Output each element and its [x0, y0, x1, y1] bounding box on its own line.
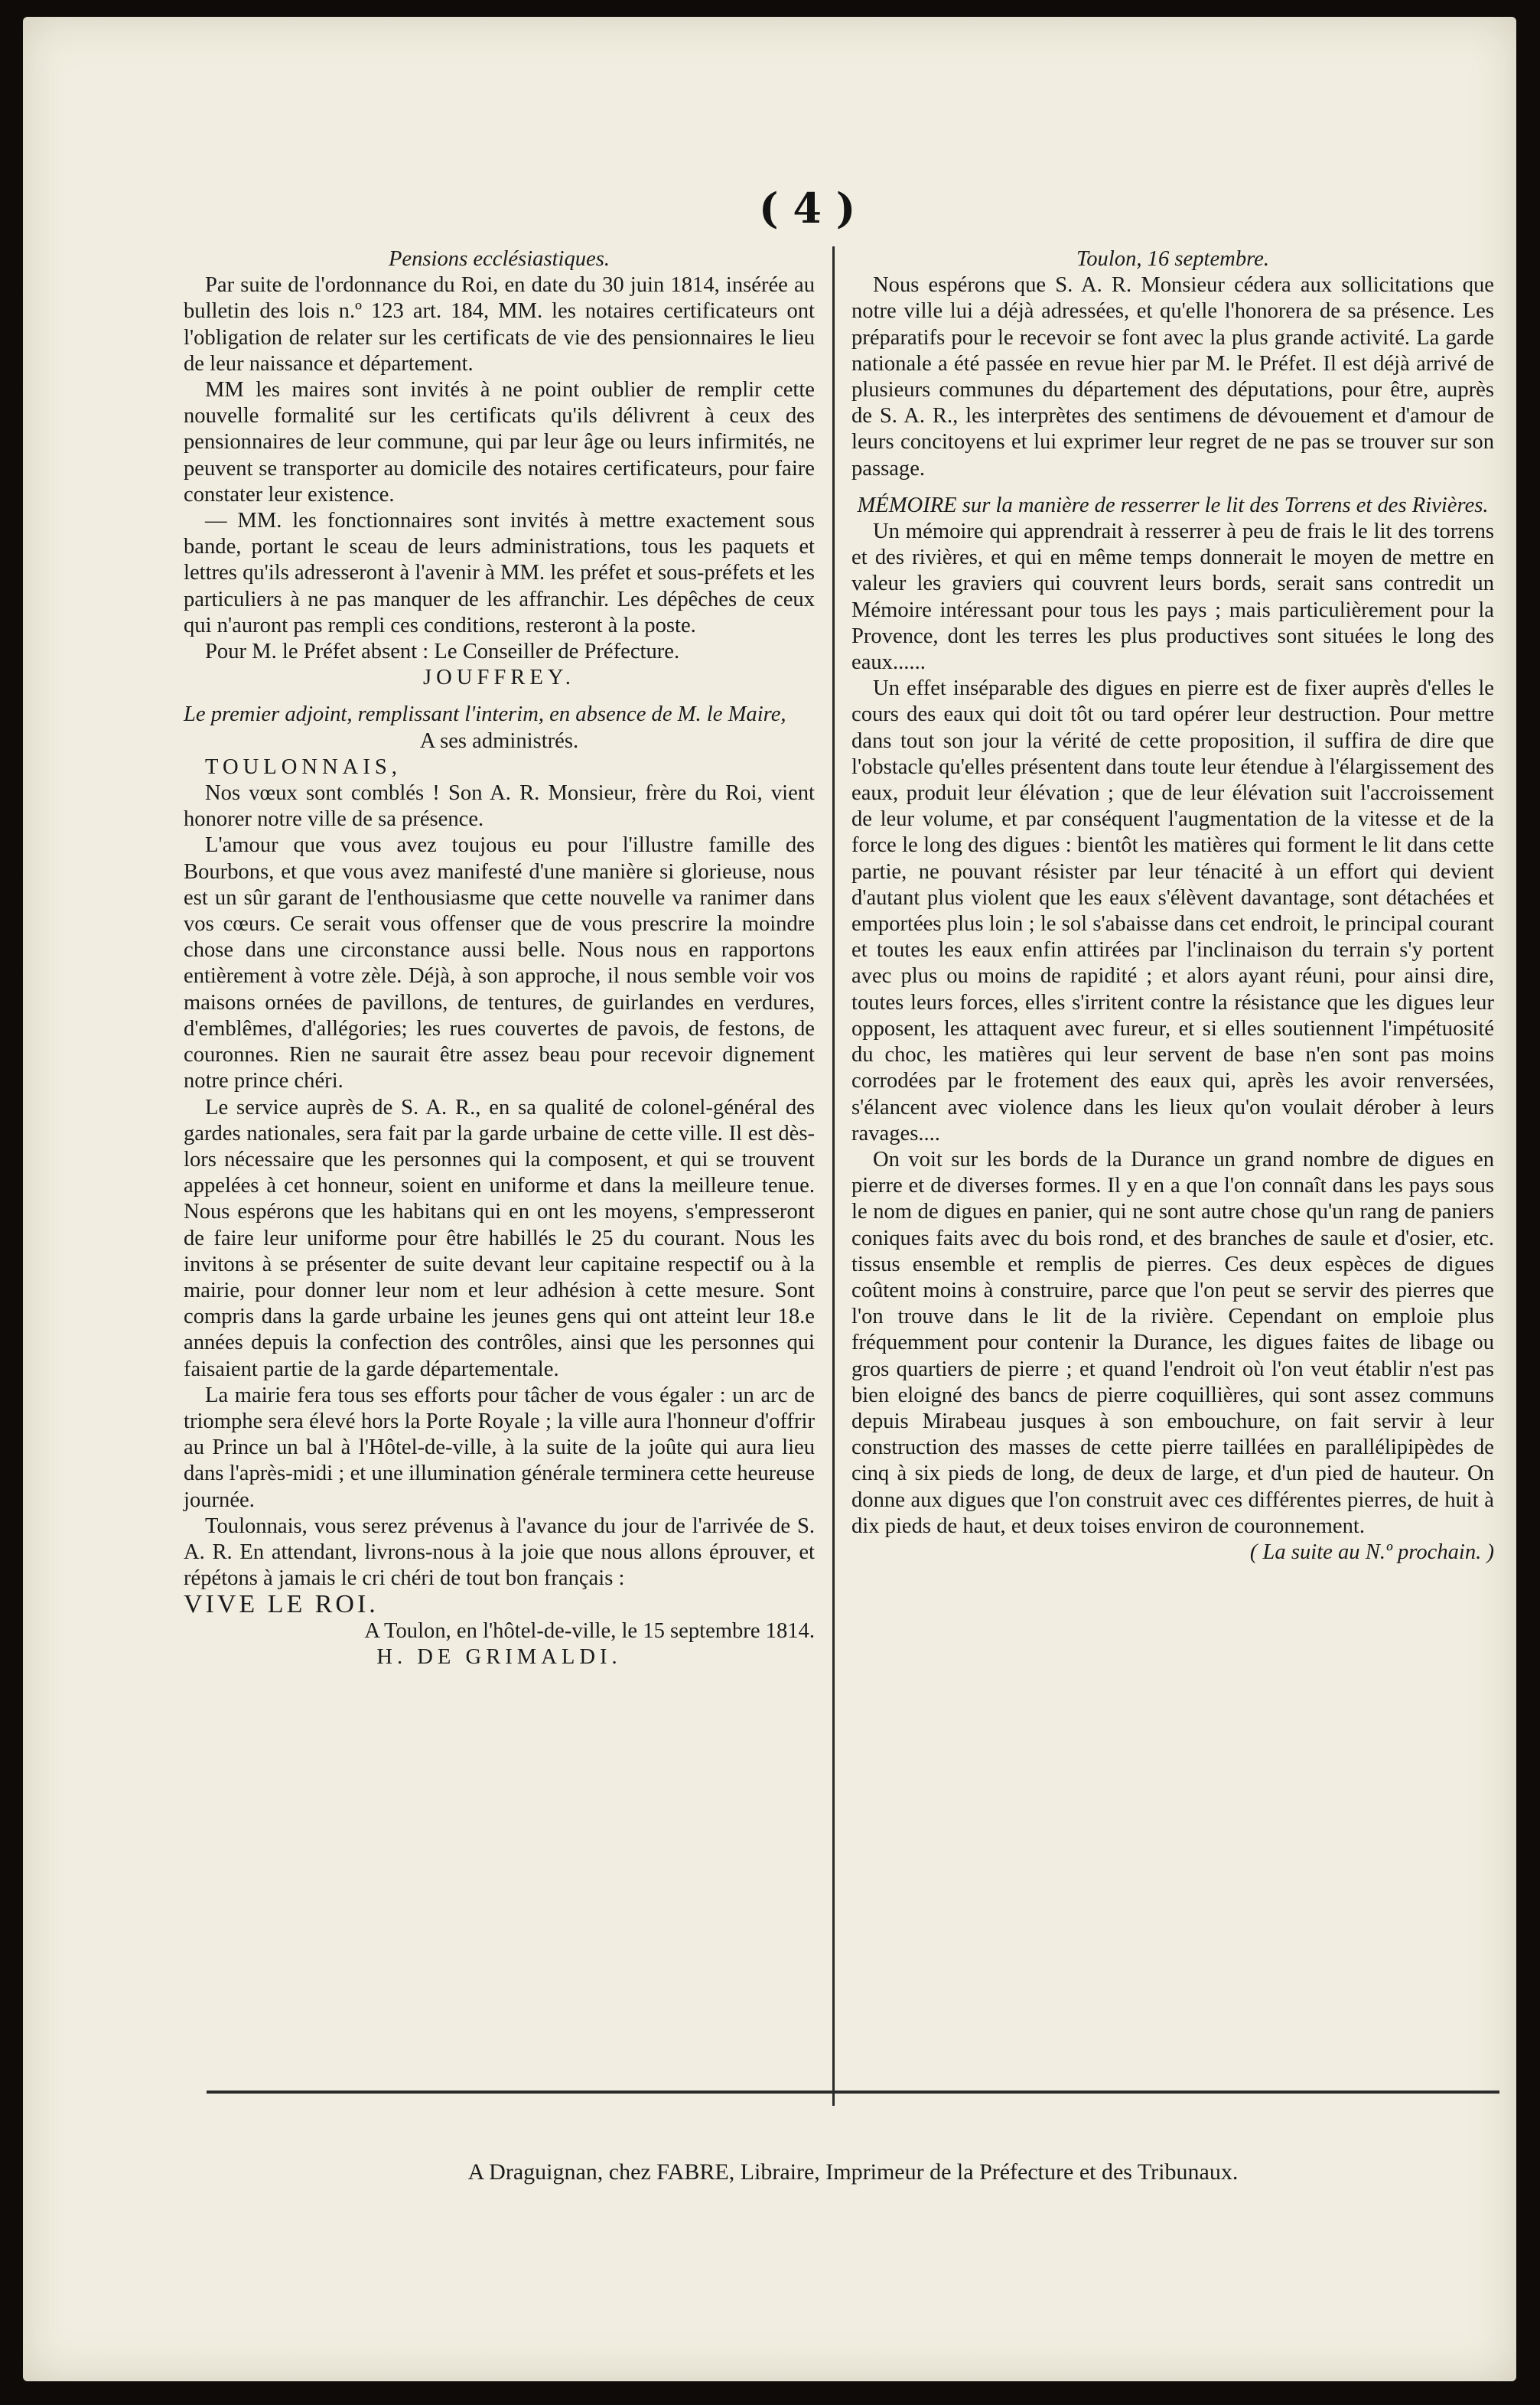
paragraph: Toulonnais, vous serez prévenus à l'avance du jour de l'arrivée de S. A. R. En attendant, livrons-nous à la joie que nous allons éprouver, et répétons à jamais le cri chéri de tout bon français : — [184, 1514, 815, 1591]
addressed-line: A ses administrés. — [419, 728, 579, 753]
paragraph: L'amour que vous avez toujous eu pour l'illustre famille des Bourbons, et que vous avez manifesté d'une manière si glorieuse, nous est un sûr garant de l'enthousiasme que cette nouvelle va ranimer dans vos cœurs. Ce serait vous offenser que de vous prescrire la moindre chose dans une circonstance aussi belle. Nous nous en rapportons entièrement à votre zèle. Déjà, à son approche, il nous semble voir vos maisons ornées de pavillons, de tentures, de guirlandes en verdures, d'emblêmes, d'allégories; les rues couvertes de pavois, de festons, de couronnes. Rien ne saurait être assez beau pour recevoir dignement notre prince chéri. — [184, 833, 815, 1093]
salutation: TOULONNAIS, — [205, 754, 402, 779]
section-title-adjoint: Le premier adjoint, remplissant l'interim, en absence de M. le Maire, — [184, 702, 786, 727]
paragraph: Un effet inséparable des digues en pierre est de fixer auprès d'elles le cours des eaux qui doit tôt ou tard opérer leur destruction. Pour mettre dans tout son jour la vérité de cette proposition, il suffira de dire que l'obstacle qu'elles présentent dans toute leur étendue à l'élargissement des eaux, produit leur élévation ; que de leur élévation suit l'accroissement de leur volume, et par conséquent l'augmentation de la vitesse et de la force le long des digues : bientôt les matières qui forment le lit dans cette partie, ne pouvant résister par leur ténacité à un effort qui devient d'autant plus violent que les eaux s'élèvent davantage, sont détachées et emportées plus loin ; le sol s'abaisse dans cet endroit, le principal courant et toutes les eaux enfin attirées par l'inclinaison du terrain s'y portent avec plus ou moins de rapidité ; et alors ayant réuni, pour ainsi dire, toutes leurs forces, elles s'irritent contre la résistance que les digues leur opposent, les attaquent avec fureur, et si elles soutiennent l'impétuosité du choc, les matières qui leur servent de base n'en sont pas moins corrodées par le frotement des eaux qui, après les avoir renversées, s'élancent avec violence dans les lieux qu'on voulait dérober à leurs ravages.... — [851, 676, 1494, 1145]
left-column — [184, 246, 815, 1670]
paragraph: Un mémoire qui apprendrait à resserrer à peu de frais le lit des torrens et des rivières, et qui en même temps donnerait le moyen de mettre en valeur les graviers qui couvrent leurs bords, serait sans contredit un Mémoire intéressant pour tous les pays ; mais particulièrement pour la Provence, dont les terres les plus productives sont situées le long des eaux...... — [851, 520, 1494, 675]
paragraph: On voit sur les bords de la Durance un grand nombre de digues en pierre et de diverses formes. Il y en a que l'on connaît dans les pays sous le nom de digues en panier, qui ne sont autre chose qu'un rang de paniers coniques faits avec du bois rond, et des branches de saule et d'osier, etc. tissus ensemble et remplis de pierres. Ces deux espèces de digues coûtent moins à construire, parce que l'on peut se servir des pierres que l'on trouve dans le lit de la rivière. Cependant on emploie plus fréquemment pour contenir la Durance, les digues faites de libage ou gros quartiers de pierre ; et quand l'endroit où l'on veut établir n'est pas bien eloigné des bancs de pierre coquillières, qui sont assez communs depuis Mirabeau jusques à son embouchure, on fait servir à leur construction des masses de cette pierre taillées en parallélipipèdes de cinq à six pieds de long, de deux de large, et d'un pied de hauteur. On donne aux digues que l'on construit avec ces différentes pierres, de huit à dix pieds de haut, et deux toises environ de couronnement. — [851, 1147, 1494, 1538]
paragraph: Nos vœux sont comblés ! Son A. R. Monsieur, frère du Roi, vient honorer notre ville de sa présence. — [184, 781, 815, 832]
paragraph: — MM. les fonctionnaires sont invités à mettre exactement sous bande, portant le sceau de leurs administrations, tous les paquets et lettres qu'ils adresseront à l'avenir à MM. les préfet et sous-préfets et les particuliers à ne pas manquer de les affranchir. Les dépêches de ceux qui n'auront pas rempli ces conditions, resteront à la poste. — [184, 509, 815, 637]
printer-imprint: A Draguignan, chez FABRE, Libraire, Imprimeur de la Préfecture et des Tribunaux. — [467, 2159, 1239, 2185]
column-divider — [832, 246, 835, 2106]
spacer — [851, 482, 1494, 493]
dateline: Toulon, 16 septembre. — [1076, 247, 1270, 271]
signature-name: JOUFFREY. — [423, 666, 575, 690]
dateline: A Toulon, en l'hôtel-de-ville, le 15 septembre 1814. — [364, 1618, 815, 1643]
footer-rule — [207, 2091, 1499, 2094]
continuation-note: ( La suite au N.º prochain. ) — [1249, 1540, 1494, 1564]
newspaper-page — [23, 17, 1516, 2381]
paragraph: Le service auprès de S. A. R., en sa qualité de colonel-général des gardes nationales, sera fait par la garde urbaine de cette ville. Il est dès-lors nécessaire que les personnes qui la composent, et qui se trouvent appelées à cet honneur, soient en uniforme et dans la meilleure tenue. Nous espérons que les habitans qui en ont les moyens, s'empresseront de faire leur uniforme pour être habillés le 25 du courant. Nous les invitons à se présenter de suite devant leur capitaine respectif ou à la mairie, pour donner leur nom et leur adhésion à cette mesure. Sont compris dans la garde urbaine les jeunes gens qui ont atteint leur 18.e années depuis la confection des contrôles, ainsi que les personnes qui faisaient partie de la garde départementale. — [184, 1095, 815, 1381]
paragraph: La mairie fera tous ses efforts pour tâcher de vous égaler : un arc de triomphe sera élevé hors la Porte Royale ; la ville aura l'honneur d'offrir au Prince un bal à l'Hôtel-de-ville, à la suite de la joûte qui aura lieu dans l'après-midi ; et une illumination générale terminera cette heureuse journée. — [184, 1383, 815, 1512]
memoire-title: MÉMOIRE sur la manière de resserrer le lit des Torrens et des Rivières. — [857, 493, 1489, 517]
paragraph: Par suite de l'ordonnance du Roi, en date du 30 juin 1814, insérée au bulletin des lois n.º 123 art. 184, MM. les notaires certificateurs ont l'obligation de relater sur les certificats de vie des pensionnaires le lieu de leur naissance et département. — [184, 273, 815, 376]
spacer — [184, 691, 815, 702]
page-number: ( 4 ) — [759, 184, 856, 233]
signature-line: Pour M. le Préfet absent : Le Conseiller de Préfecture. — [205, 640, 680, 664]
right-column — [851, 246, 1494, 1566]
section-title-pensions: Pensions ecclésiastiques. — [388, 247, 610, 271]
signature: H. DE GRIMALDI. — [376, 1644, 622, 1669]
paragraph: MM les maires sont invités à ne point oublier de remplir cette nouvelle formalité sur les certificats qu'ils délivrent à ceux des pensionnaires de leur commune, qui par leur âge ou leurs infirmités, ne peuvent se transporter au domicile des notaires certificateurs, pour faire constater leur existence. — [184, 378, 815, 507]
paragraph: Nous espérons que S. A. R. Monsieur cédera aux sollicitations que notre ville lui a déjà adressées, et qu'elle l'honorera de sa présence. Les préparatifs pour le recevoir se font avec la plus grande activité. La garde nationale a été passée en revue hier par M. le Préfet. Il est déjà arrivé de plusieurs communes du département des députations, pour être, auprès de S. A. R., les interprètes des sentimens de dévouement et d'amour de leurs concitoyens et lui exprimer leur regret de ne pas se trouver sur son passage. — [851, 273, 1494, 481]
vive-le-roi: VIVE LE ROI. — [184, 1590, 379, 1619]
